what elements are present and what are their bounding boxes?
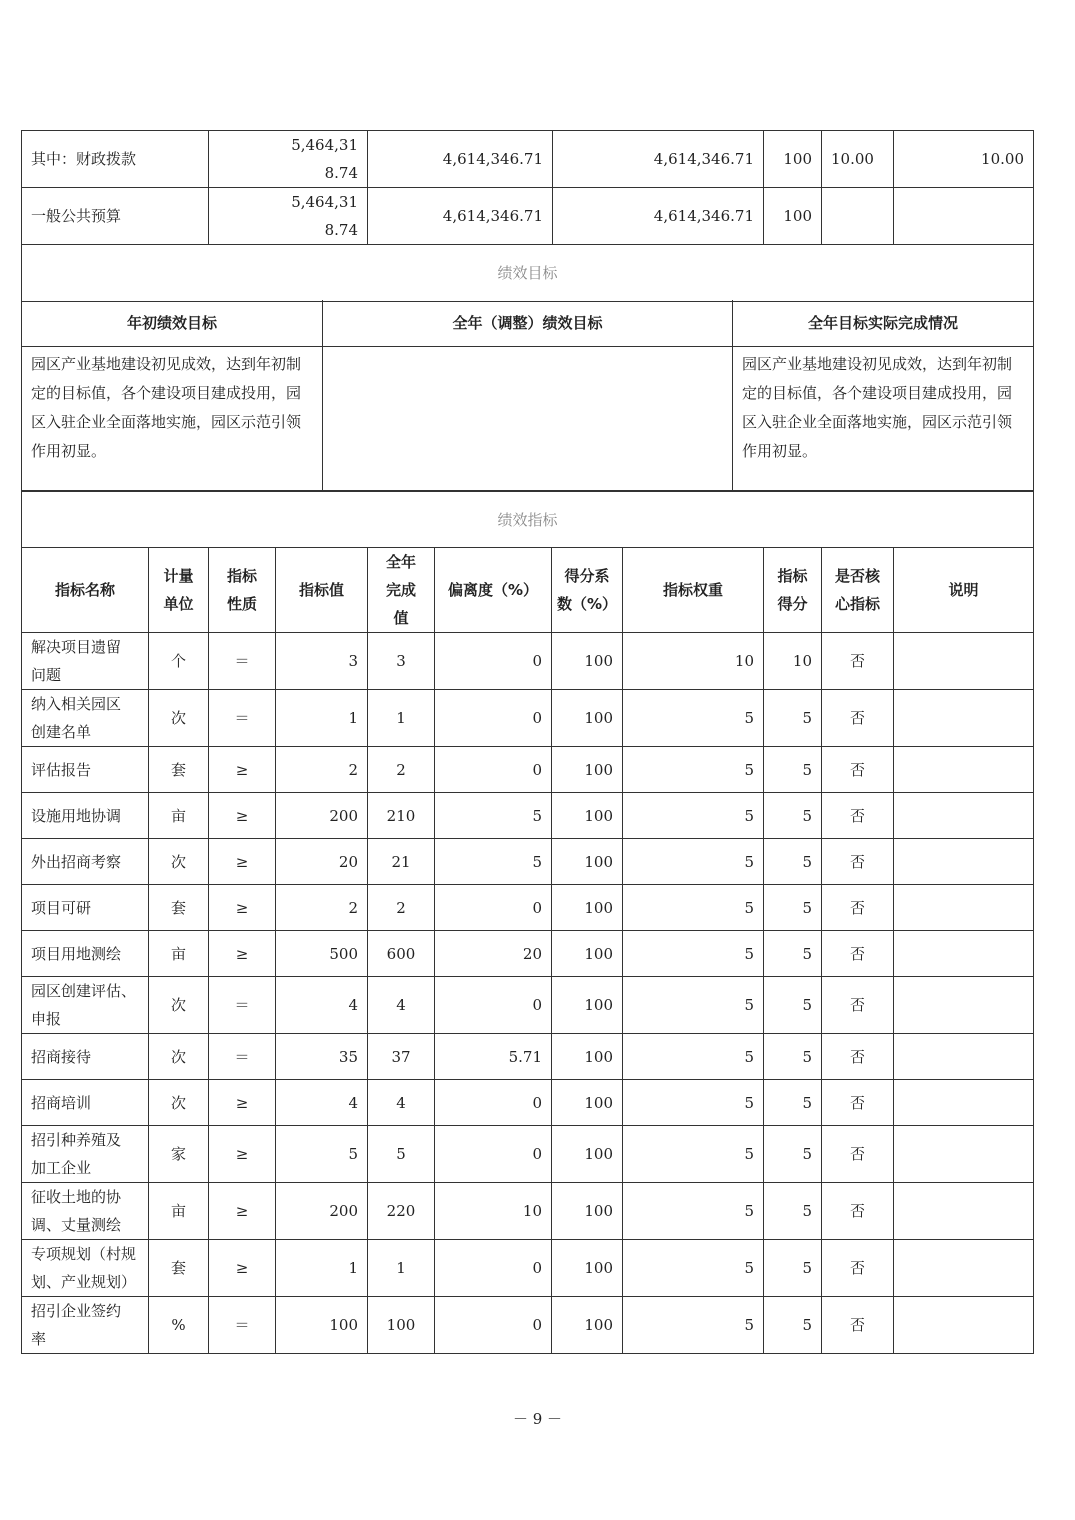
budget-col2: 4,614,346.71 — [368, 131, 553, 188]
indicator-note — [894, 885, 1034, 931]
indicator-unit: 次 — [149, 690, 209, 747]
page-number: － 9 － — [512, 1410, 563, 1428]
indicator-done: 3 — [368, 633, 435, 690]
indicator-note — [894, 1080, 1034, 1126]
indicator-nature: ≥ — [209, 885, 276, 931]
budget-amount-line2: 8.74 — [324, 221, 358, 239]
indicator-nature: ＝ — [209, 1034, 276, 1080]
indicator-value: 200 — [276, 793, 368, 839]
indicator-value: 20 — [276, 839, 368, 885]
table-row — [22, 1080, 1034, 1126]
indicator-deviation: 10 — [435, 1183, 552, 1240]
indicator-nature: ≥ — [209, 931, 276, 977]
header-nature-line2: 性质 — [226, 595, 257, 613]
indicator-score: 5 — [764, 1240, 822, 1297]
indicator-done: 1 — [368, 690, 435, 747]
indicator-core: 否 — [822, 1240, 894, 1297]
indicator-score: 5 — [764, 1080, 822, 1126]
indicator-coef: 100 — [552, 977, 623, 1034]
indicator-done: 1 — [368, 1240, 435, 1297]
indicator-coef: 100 — [552, 747, 623, 793]
indicator-name — [22, 839, 149, 885]
indicator-name — [22, 931, 149, 977]
indicator-weight: 5 — [623, 793, 764, 839]
table-row — [22, 1297, 1034, 1354]
indicator-done: 210 — [368, 793, 435, 839]
indicator-done: 4 — [368, 977, 435, 1034]
indicator-name — [22, 1297, 149, 1354]
indicator-name — [22, 633, 149, 690]
indicator-coef: 100 — [552, 793, 623, 839]
indicator-note — [894, 1183, 1034, 1240]
indicator-value: 4 — [276, 977, 368, 1034]
indicator-name-line2: 创建名单 — [31, 723, 92, 741]
header-nature — [209, 548, 276, 633]
goal-initial-text: 园区产业基地建设初见成效，达到年初制定的目标值，各个建设项目建成投用，园区入驻企业全面落地实施，园区示范引领作用初显。 — [22, 346, 323, 490]
indicator-value: 2 — [276, 885, 368, 931]
indicator-nature: ≥ — [209, 1126, 276, 1183]
indicator-name — [22, 977, 149, 1034]
indicator-name-line1: 评估报告 — [31, 760, 92, 779]
header-coef — [552, 548, 623, 633]
indicator-name-line1: 招引企业签约 — [31, 1302, 122, 1320]
table-row — [22, 885, 1034, 931]
indicator-unit: 亩 — [149, 931, 209, 977]
header-score-line2: 得分 — [777, 595, 808, 613]
indicator-name-line2: 划、产业规划） — [31, 1273, 137, 1291]
indicator-coef: 100 — [552, 1080, 623, 1126]
header-core — [822, 548, 894, 633]
indicator-name-line2: 问题 — [31, 666, 62, 684]
indicator-value: 5 — [276, 1126, 368, 1183]
indicator-deviation: 0 — [435, 633, 552, 690]
header-weight: 指标权重 — [623, 548, 764, 633]
indicator-note — [894, 977, 1034, 1034]
indicator-coef: 100 — [552, 839, 623, 885]
indicator-core: 否 — [822, 1034, 894, 1080]
header-deviation: 偏离度（%） — [435, 548, 552, 633]
indicator-value: 500 — [276, 931, 368, 977]
goals-table — [21, 300, 1034, 491]
indicator-weight: 5 — [623, 931, 764, 977]
indicator-score: 10 — [764, 633, 822, 690]
table-row — [22, 977, 1034, 1034]
indicator-value: 1 — [276, 690, 368, 747]
header-core-line2: 心指标 — [834, 595, 880, 613]
indicator-name — [22, 747, 149, 793]
budget-rate: 100 — [764, 188, 822, 245]
goal-adjusted-text — [323, 346, 733, 490]
table-row — [22, 793, 1034, 839]
goals-section-title: 绩效目标 — [22, 245, 1034, 302]
indicator-unit: 次 — [149, 1080, 209, 1126]
indicator-deviation: 0 — [435, 977, 552, 1034]
indicator-score: 5 — [764, 977, 822, 1034]
budget-row-fiscal — [22, 131, 1034, 188]
indicator-note — [894, 793, 1034, 839]
indicator-done: 220 — [368, 1183, 435, 1240]
indicator-coef: 100 — [552, 1034, 623, 1080]
indicator-name-line1: 项目用地测绘 — [31, 944, 122, 963]
budget-amount-line1: 5,464,31 — [291, 136, 358, 154]
indicator-core: 否 — [822, 690, 894, 747]
budget-col2: 4,614,346.71 — [368, 188, 553, 245]
budget-amount — [209, 131, 368, 188]
table-row — [22, 747, 1034, 793]
indicator-done: 4 — [368, 1080, 435, 1126]
indicator-done: 2 — [368, 747, 435, 793]
indicator-deviation: 5 — [435, 839, 552, 885]
header-done-line1: 全年 — [385, 553, 416, 571]
indicator-nature: ≥ — [209, 839, 276, 885]
indicator-weight: 5 — [623, 885, 764, 931]
indicator-score: 5 — [764, 1034, 822, 1080]
header-done — [368, 548, 435, 633]
table-row — [22, 1126, 1034, 1183]
indicator-score: 5 — [764, 839, 822, 885]
indicator-score: 5 — [764, 931, 822, 977]
indicator-nature: ＝ — [209, 633, 276, 690]
indicator-deviation: 0 — [435, 1297, 552, 1354]
indicator-done: 100 — [368, 1297, 435, 1354]
indicator-note — [894, 1240, 1034, 1297]
indicator-deviation: 0 — [435, 885, 552, 931]
indicator-core: 否 — [822, 1183, 894, 1240]
indicator-nature: ≥ — [209, 1183, 276, 1240]
indicator-name-line1: 招商接待 — [31, 1047, 92, 1066]
budget-label: 其中：财政拨款 — [22, 131, 209, 188]
indicator-core: 否 — [822, 839, 894, 885]
indicator-core: 否 — [822, 793, 894, 839]
budget-rate: 100 — [764, 131, 822, 188]
indicator-name — [22, 1126, 149, 1183]
header-score — [764, 548, 822, 633]
indicator-note — [894, 747, 1034, 793]
indicator-done: 21 — [368, 839, 435, 885]
indicator-deviation: 5.71 — [435, 1034, 552, 1080]
indicator-name-line1: 园区创建评估、 — [31, 982, 137, 1000]
indicator-name-line1: 外出招商考察 — [31, 852, 122, 871]
indicator-nature: ≥ — [209, 793, 276, 839]
indicators-header-row — [22, 548, 1034, 633]
indicator-unit: 次 — [149, 977, 209, 1034]
indicator-deviation: 5 — [435, 793, 552, 839]
budget-weight: 10.00 — [822, 131, 894, 188]
budget-amount-line1: 5,464,31 — [291, 193, 358, 211]
indicator-name — [22, 885, 149, 931]
indicator-weight: 5 — [623, 690, 764, 747]
table-row — [22, 1034, 1034, 1080]
indicator-weight: 5 — [623, 977, 764, 1034]
header-unit-line1: 计量 — [163, 567, 194, 585]
indicator-name-line1: 征收土地的协 — [31, 1188, 122, 1206]
indicator-name — [22, 1080, 149, 1126]
indicator-value: 4 — [276, 1080, 368, 1126]
table-row — [22, 633, 1034, 690]
indicator-coef: 100 — [552, 1126, 623, 1183]
indicator-unit: 次 — [149, 1034, 209, 1080]
header-done-line2: 完成 — [385, 581, 416, 599]
indicator-note — [894, 839, 1034, 885]
indicator-name-line1: 设施用地协调 — [31, 806, 122, 825]
indicator-done: 37 — [368, 1034, 435, 1080]
header-note: 说明 — [894, 548, 1034, 633]
indicator-unit: 次 — [149, 839, 209, 885]
goals-section-row — [22, 245, 1034, 302]
indicator-deviation: 0 — [435, 1240, 552, 1297]
indicator-value: 100 — [276, 1297, 368, 1354]
indicator-coef: 100 — [552, 1297, 623, 1354]
budget-score: 10.00 — [894, 131, 1034, 188]
indicator-name-line1: 招商培训 — [31, 1093, 92, 1112]
indicator-core: 否 — [822, 1126, 894, 1183]
indicator-nature: ＝ — [209, 1297, 276, 1354]
indicator-nature: ≥ — [209, 1080, 276, 1126]
table-row — [22, 931, 1034, 977]
indicator-deviation: 0 — [435, 747, 552, 793]
indicator-deviation: 0 — [435, 1126, 552, 1183]
budget-col3: 4,614,346.71 — [553, 188, 764, 245]
goal-actual-text: 园区产业基地建设初见成效，达到年初制定的目标值，各个建设项目建成投用，园区入驻企业全面落地实施，园区示范引领作用初显。 — [733, 346, 1034, 490]
indicators-section-title: 绩效指标 — [22, 492, 1034, 548]
indicator-weight: 5 — [623, 1034, 764, 1080]
indicator-coef: 100 — [552, 931, 623, 977]
indicator-value: 3 — [276, 633, 368, 690]
table-row — [22, 1183, 1034, 1240]
indicator-score: 5 — [764, 885, 822, 931]
header-nature-line1: 指标 — [226, 567, 257, 585]
indicator-weight: 5 — [623, 1183, 764, 1240]
indicator-nature: ＝ — [209, 977, 276, 1034]
indicator-value: 200 — [276, 1183, 368, 1240]
indicator-value: 2 — [276, 747, 368, 793]
indicator-name-line1: 解决项目遗留 — [31, 638, 122, 656]
goal-header-actual: 全年目标实际完成情况 — [733, 300, 1034, 346]
indicator-weight: 5 — [623, 1126, 764, 1183]
budget-table — [21, 130, 1034, 302]
budget-col3: 4,614,346.71 — [553, 131, 764, 188]
indicator-score: 5 — [764, 1297, 822, 1354]
indicator-score: 5 — [764, 690, 822, 747]
indicator-name — [22, 793, 149, 839]
indicator-coef: 100 — [552, 690, 623, 747]
indicator-unit: 套 — [149, 885, 209, 931]
indicator-name-line1: 专项规划（村规 — [31, 1245, 137, 1263]
indicator-note — [894, 931, 1034, 977]
indicator-weight: 5 — [623, 839, 764, 885]
indicator-core: 否 — [822, 1080, 894, 1126]
indicator-coef: 100 — [552, 1240, 623, 1297]
indicator-name-line2: 加工企业 — [31, 1159, 92, 1177]
indicator-unit: 个 — [149, 633, 209, 690]
indicator-core: 否 — [822, 1297, 894, 1354]
indicator-note — [894, 1297, 1034, 1354]
indicator-core: 否 — [822, 931, 894, 977]
budget-amount-line2: 8.74 — [324, 164, 358, 182]
indicator-name-line2: 申报 — [31, 1010, 62, 1028]
budget-amount — [209, 188, 368, 245]
indicator-coef: 100 — [552, 633, 623, 690]
indicator-coef: 100 — [552, 1183, 623, 1240]
indicator-unit: 家 — [149, 1126, 209, 1183]
header-value: 指标值 — [276, 548, 368, 633]
indicator-deviation: 0 — [435, 690, 552, 747]
indicator-weight: 10 — [623, 633, 764, 690]
indicator-note — [894, 1126, 1034, 1183]
header-unit-line2: 单位 — [163, 595, 194, 613]
indicator-core: 否 — [822, 633, 894, 690]
indicator-done: 5 — [368, 1126, 435, 1183]
indicator-name-line2: 率 — [31, 1330, 47, 1348]
indicator-note — [894, 690, 1034, 747]
indicator-name-line1: 项目可研 — [31, 898, 92, 917]
budget-label: 一般公共预算 — [22, 188, 209, 245]
indicator-weight: 5 — [623, 747, 764, 793]
header-done-line3: 值 — [393, 609, 409, 627]
indicator-score: 5 — [764, 747, 822, 793]
indicator-nature: ≥ — [209, 747, 276, 793]
indicator-deviation: 0 — [435, 1080, 552, 1126]
indicator-deviation: 20 — [435, 931, 552, 977]
indicator-unit: 亩 — [149, 793, 209, 839]
budget-score — [894, 188, 1034, 245]
indicator-rows — [22, 633, 1034, 1354]
header-coef-line2: 数（%） — [556, 595, 618, 613]
indicator-name — [22, 690, 149, 747]
indicator-value: 35 — [276, 1034, 368, 1080]
goal-header-initial: 年初绩效目标 — [22, 300, 323, 346]
header-core-line1: 是否核 — [834, 567, 880, 585]
indicator-name-line2: 调、丈量测绘 — [31, 1216, 122, 1234]
indicator-name — [22, 1034, 149, 1080]
indicator-name-line1: 纳入相关园区 — [31, 695, 122, 713]
indicator-core: 否 — [822, 977, 894, 1034]
table-row — [22, 839, 1034, 885]
indicators-table — [21, 491, 1034, 1354]
header-name: 指标名称 — [22, 548, 149, 633]
budget-weight — [822, 188, 894, 245]
table-row — [22, 1240, 1034, 1297]
indicator-score: 5 — [764, 793, 822, 839]
indicator-name-line1: 招引种养殖及 — [31, 1131, 122, 1149]
header-coef-line1: 得分系 — [564, 567, 610, 585]
indicator-note — [894, 633, 1034, 690]
indicator-score: 5 — [764, 1126, 822, 1183]
indicator-unit: 亩 — [149, 1183, 209, 1240]
indicator-nature: ＝ — [209, 690, 276, 747]
table-row — [22, 690, 1034, 747]
indicator-weight: 5 — [623, 1240, 764, 1297]
indicator-done: 600 — [368, 931, 435, 977]
indicator-core: 否 — [822, 747, 894, 793]
indicator-unit: 套 — [149, 1240, 209, 1297]
header-score-line1: 指标 — [777, 567, 808, 585]
indicator-coef: 100 — [552, 885, 623, 931]
budget-row-general — [22, 188, 1034, 245]
header-unit — [149, 548, 209, 633]
indicator-weight: 5 — [623, 1080, 764, 1126]
indicator-value: 1 — [276, 1240, 368, 1297]
indicator-unit: % — [149, 1297, 209, 1354]
indicator-done: 2 — [368, 885, 435, 931]
indicator-weight: 5 — [623, 1297, 764, 1354]
indicator-note — [894, 1034, 1034, 1080]
indicator-name — [22, 1183, 149, 1240]
indicator-name — [22, 1240, 149, 1297]
indicator-unit: 套 — [149, 747, 209, 793]
indicator-core: 否 — [822, 885, 894, 931]
goal-header-adjusted: 全年（调整）绩效目标 — [323, 300, 733, 346]
indicator-score: 5 — [764, 1183, 822, 1240]
indicator-nature: ≥ — [209, 1240, 276, 1297]
